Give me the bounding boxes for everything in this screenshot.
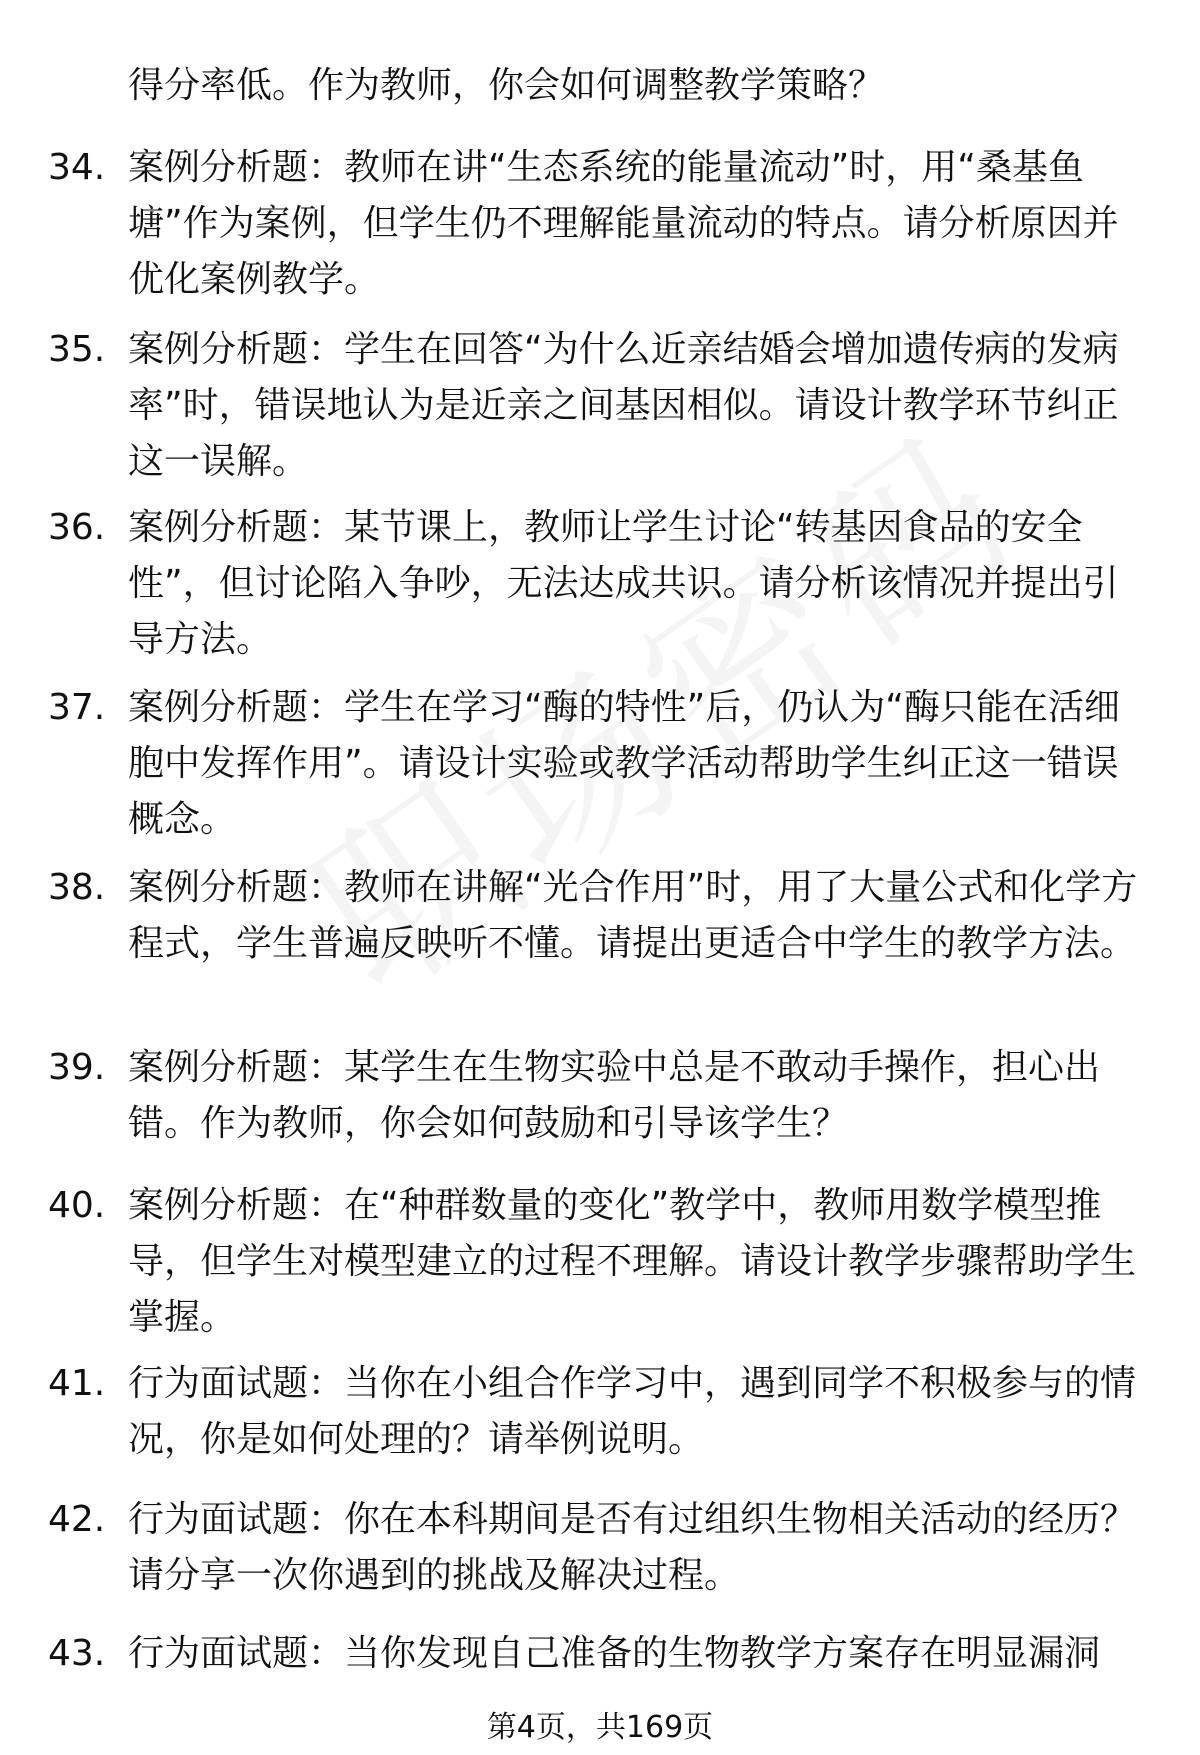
question-text: 案例分析题：在“种群数量的变化”教学中，教师用数学模型推导，但学生对模型建立的过程不理解。请设计教学步骤帮助学生掌握。 [128,1185,1137,1338]
question-item [48,1040,1148,1152]
continued-question-text: 得分率低。作为教师，你会如何调整教学策略？ [128,65,885,106]
question-number: 41. [48,1363,106,1404]
question-number: 42. [48,1499,106,1540]
question-number: 35. [48,329,106,370]
page-footer: 第4页，共169页 [486,1710,714,1745]
question-number: 37. [48,687,106,728]
question-text: 行为面试题：当你在小组合作学习中，遇到同学不积极参与的情况，你是如何处理的？请举例说明。 [128,1363,1137,1460]
question-text: 案例分析题：教师在讲解“光合作用”时，用了大量公式和化学方程式，学生普遍反映听不懂。请提出更适合中学生的教学方法。 [128,867,1138,964]
question-number: 43. [48,1633,106,1674]
question-item [48,1356,1148,1468]
question-item [48,1626,1148,1682]
question-number: 38. [48,867,106,908]
question-item [48,322,1148,490]
question-item [48,140,1148,308]
question-number: 36. [48,507,106,548]
question-item [48,1492,1148,1604]
question-text: 案例分析题：某学生在生物实验中总是不敢动手操作，担心出错。作为教师，你会如何鼓励和引导该学生？ [128,1047,1101,1144]
question-item [48,860,1148,972]
question-text: 案例分析题：学生在学习“酶的特性”后，仍认为“酶只能在活细胞中发挥作用”。请设计实验或教学活动帮助学生纠正这一错误概念。 [128,687,1120,840]
question-number: 39. [48,1047,106,1088]
question-text: 案例分析题：教师在讲“生态系统的能量流动”时，用“桑基鱼塘”作为案例，但学生仍不理解能量流动的特点。请分析原因并优化案例教学。 [128,147,1119,300]
question-number: 40. [48,1185,106,1226]
question-text: 案例分析题：某节课上，教师让学生讨论“转基因食品的安全性”，但讨论陷入争吵，无法达成共识。请分析该情况并提出引导方法。 [128,507,1119,660]
question-number: 34. [48,147,106,188]
question-text: 行为面试题：当你发现自己准备的生物教学方案存在明显漏洞 [128,1633,1101,1674]
question-item [48,1178,1148,1346]
question-text: 案例分析题：学生在回答“为什么近亲结婚会增加遗传病的发病率”时，错误地认为是近亲之间基因相似。请设计教学环节纠正这一误解。 [128,329,1119,482]
question-item [48,500,1148,668]
question-item [48,680,1148,848]
question-text: 行为面试题：你在本科期间是否有过组织生物相关活动的经历？请分享一次你遇到的挑战及解决过程。 [128,1499,1137,1596]
